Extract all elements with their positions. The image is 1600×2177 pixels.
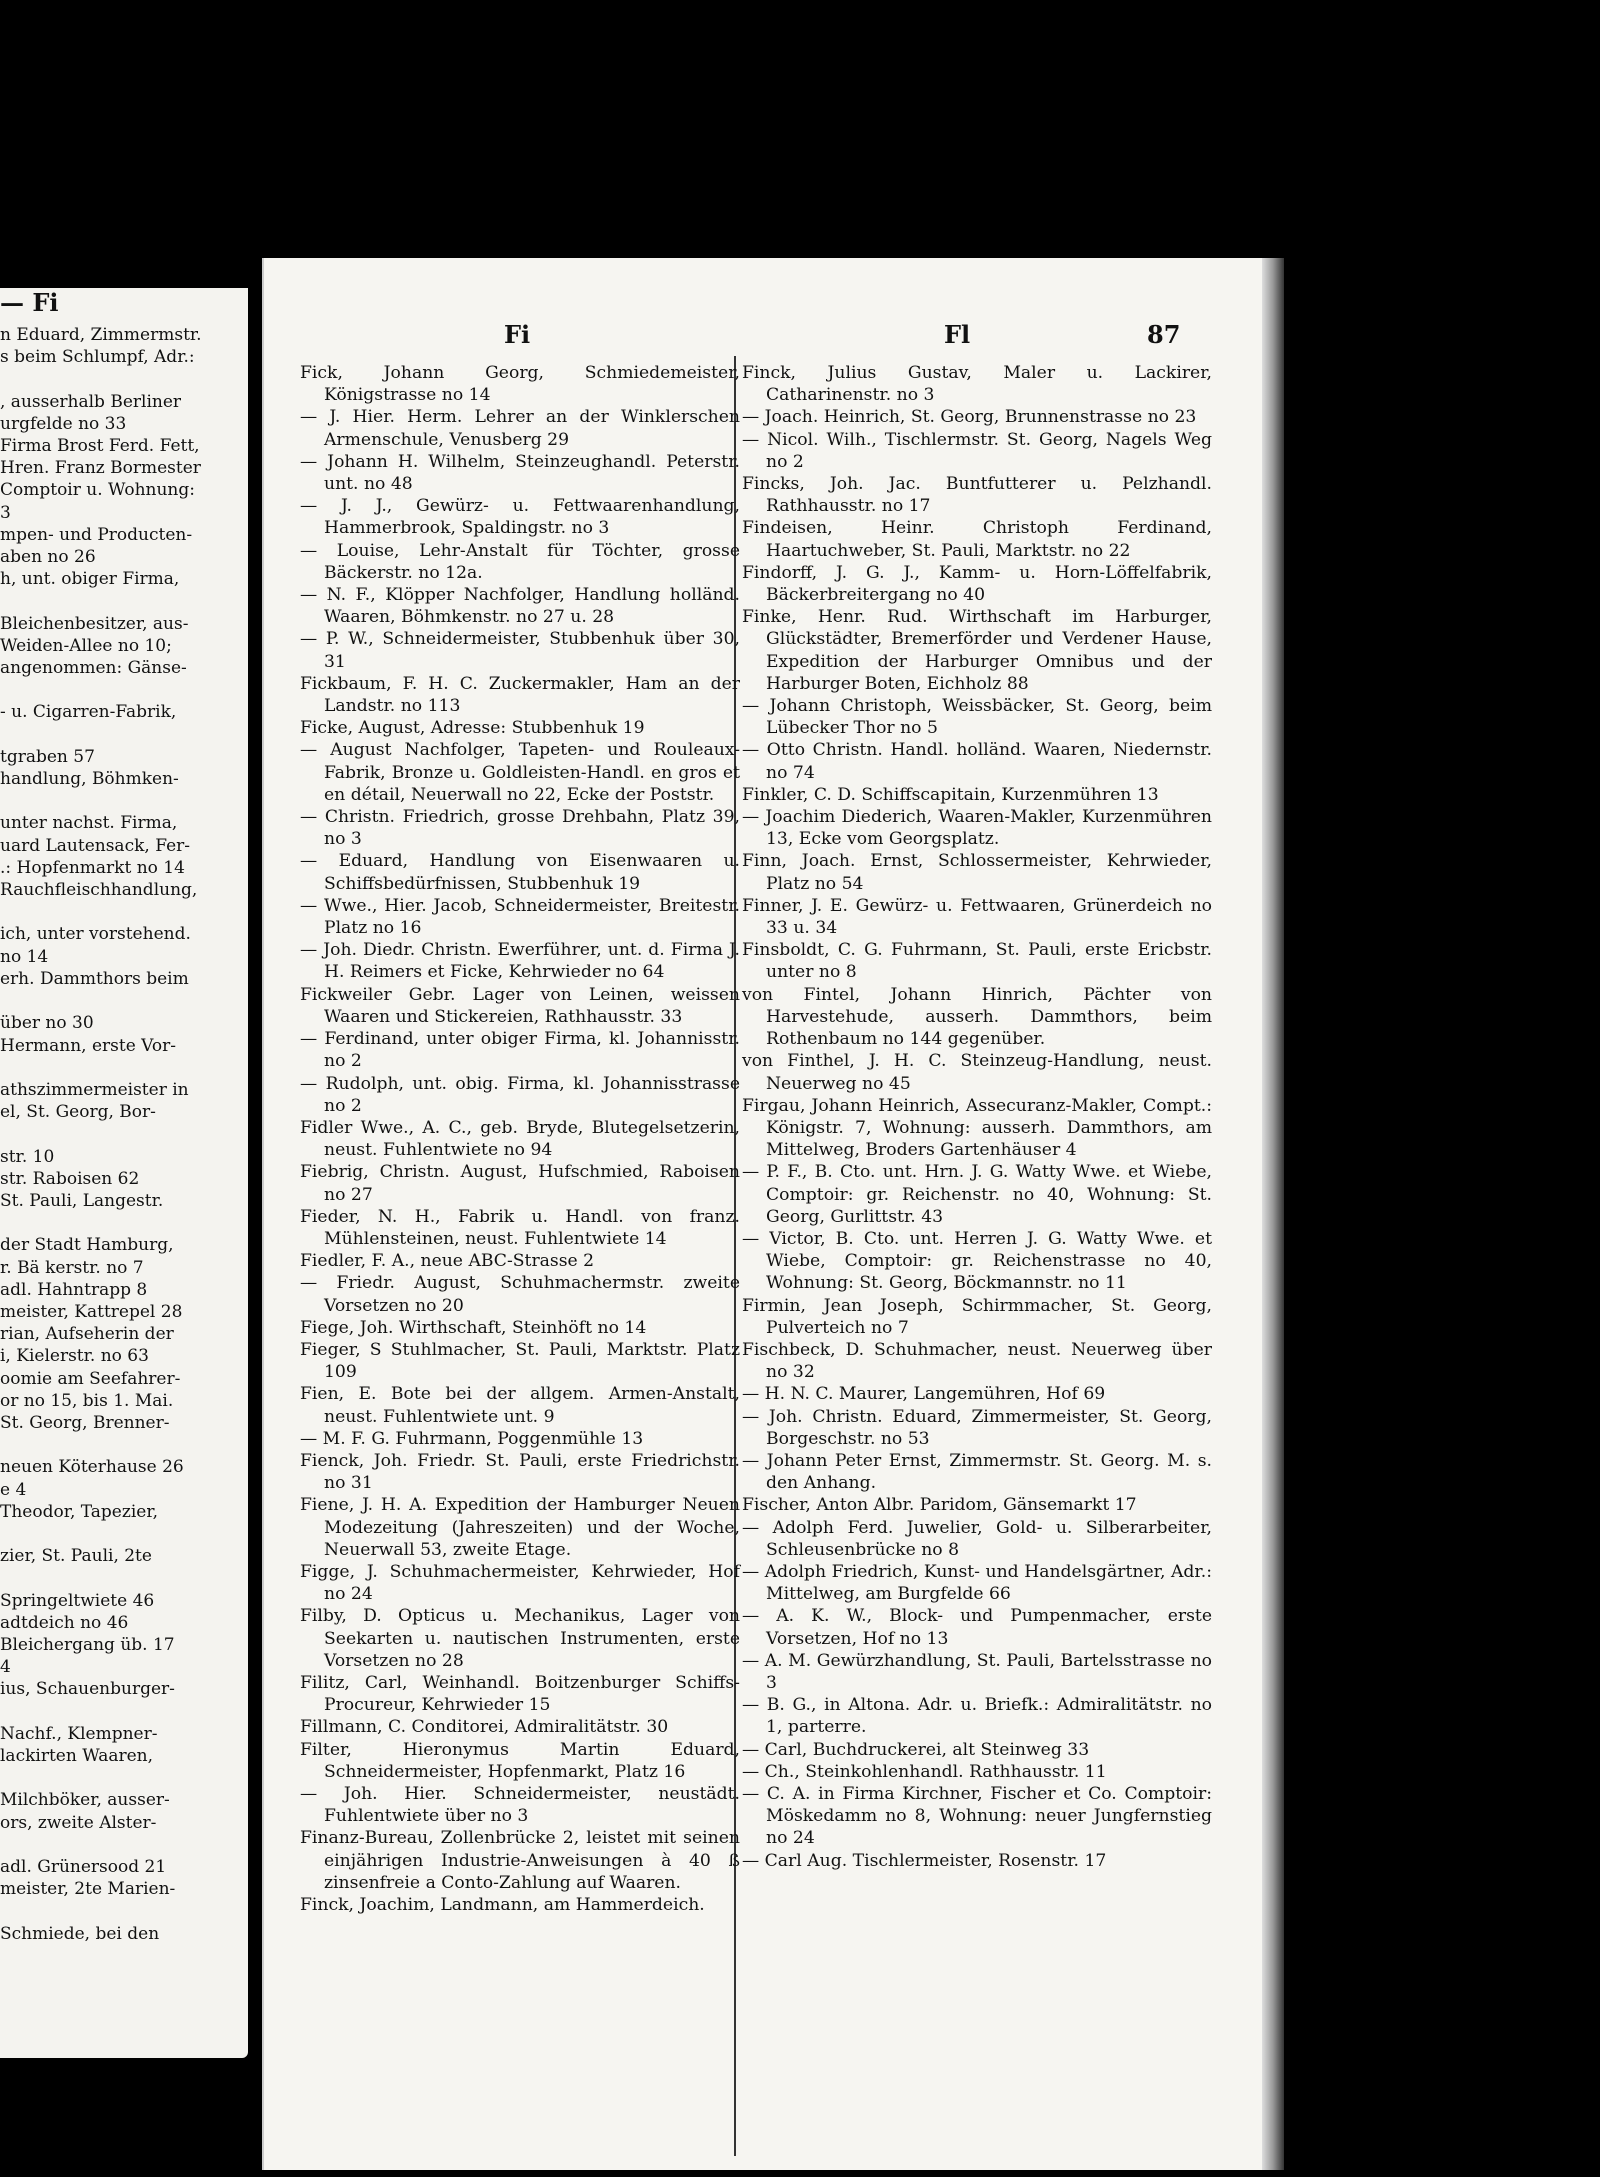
left-page-line: mpen- und Producten-: [0, 524, 193, 545]
left-page-line: n Eduard, Zimmermstr.: [0, 325, 202, 345]
directory-entry: von Finthel, J. H. C. Steinzeug-Handlung, neust. Neuerweg no 45: [742, 1051, 1212, 1094]
left-page-line: urgfelde no 33: [0, 413, 127, 434]
directory-entry: Filby, D. Opticus u. Mechanikus, Lager von Seekarten u. nautischen Instrumenten, erste Vorsetzen no 28: [300, 1606, 740, 1671]
left-page-line: handlung, Böhmken-: [0, 769, 179, 790]
directory-entry: Filter, Hieronymus Martin Eduard, Schneidermeister, Hopfenmarkt, Platz 16: [300, 1739, 740, 1782]
left-page-line: Rauchfleischhandlung,: [0, 880, 198, 901]
left-page-line: [0, 790, 236, 812]
directory-entry: Finanz-Bureau, Zollenbrücke 2, leistet mit seinen einjährigen Industrie-Anweisungen à 40 ß zinsenfreie a Conto-Zahlung auf Waaren.: [300, 1828, 740, 1893]
left-page-line: lackirten Waaren,: [0, 1746, 154, 1766]
left-page-line: e 4: [0, 1479, 27, 1500]
directory-entry: — Eduard, Handlung von Eisenwaaren u. Schiffsbedürfnissen, Stubbenhuk 19: [300, 851, 740, 894]
left-page-line: Nachf., Klempner-: [0, 1723, 158, 1744]
left-page-line: tgraben 57: [0, 746, 95, 767]
left-page-line: [0, 990, 236, 1012]
left-page-line: meister, Kattrepel 28: [0, 1301, 183, 1322]
directory-entry: — J. Hier. Herm. Lehrer an der Winklerschen Armenschule, Venusberg 29: [300, 407, 740, 450]
directory-entry: Findorff, J. G. J., Kamm- u. Horn-Löffelfabrik, Bäckerbreitergang no 40: [742, 562, 1212, 606]
directory-entry: — Carl Aug. Tischlermeister, Rosenstr. 17: [742, 1850, 1107, 1871]
left-page-line: meister, 2te Marien-: [0, 1879, 176, 1900]
directory-entry: Firmin, Jean Joseph, Schirmmacher, St. Georg, Pulverteich no 7: [742, 1295, 1212, 1338]
page-header: [264, 320, 1279, 350]
left-page-line: Schmiede, bei den: [0, 1923, 160, 1944]
left-page-line: 4: [0, 1657, 11, 1678]
directory-entry: Finn, Joach. Ernst, Schlossermeister, Kehrwieder, Platz no 54: [742, 851, 1212, 894]
left-page-line: el, St. Georg, Bor-: [0, 1102, 156, 1123]
directory-entry: — Adolph Ferd. Juwelier, Gold- u. Silberarbeiter, Schleusenbrücke no 8: [742, 1517, 1212, 1560]
directory-entry: Fieger, S Stuhlmacher, St. Pauli, Marktstr. Platz 109: [300, 1339, 740, 1383]
left-page-header: — Fi: [0, 288, 59, 317]
page-edge: [1262, 258, 1284, 2170]
directory-entry: Fickbaum, F. H. C. Zuckermakler, Ham an der Landstr. no 113: [300, 673, 740, 717]
directory-entry: Finke, Henr. Rud. Wirthschaft im Harburger, Glückstädter, Bremerförder und Verdener Hause, Expedition der Harburger Omnibus und der Harburger Boten, Eichholz 88: [742, 607, 1212, 694]
directory-entry: — P. F., B. Cto. unt. Hrn. J. G. Watty Wwe. et Wiebe, Comptoir: gr. Reichenstr. no 40, Wohnung: St. Georg, Gurlittstr. 43: [742, 1162, 1212, 1227]
left-page-line: ich, unter vorstehend.: [0, 924, 191, 945]
left-page-line: [0, 368, 236, 390]
left-column: [300, 362, 740, 1916]
left-page-line: [0, 590, 236, 612]
left-page-text-column: [0, 324, 236, 1945]
left-page-line: ius, Schauenburger-: [0, 1679, 175, 1700]
left-page-line: rian, Aufseherin der: [0, 1324, 174, 1345]
left-page-line: [0, 1123, 236, 1145]
directory-entry: — Joh. Hier. Schneidermeister, neustädt. Fuhlentwiete über no 3: [300, 1784, 740, 1827]
directory-entry: — J. J., Gewürz- u. Fettwaarenhandlung, Hammerbrook, Spaldingstr. no 3: [300, 496, 740, 539]
left-page-line: r. Bä kerstr. no 7: [0, 1257, 144, 1278]
directory-entry: — Rudolph, unt. obig. Firma, kl. Johannisstrasse no 2: [300, 1073, 740, 1116]
directory-entry: Finck, Joachim, Landmann, am Hammerdeich.: [300, 1895, 705, 1916]
left-page-line: adl. Grünersood 21: [0, 1857, 167, 1878]
left-page-line: , ausserhalb Berliner: [0, 391, 182, 412]
directory-entry: — C. A. in Firma Kirchner, Fischer et Co. Comptoir: Möskedamm no 8, Wohnung: neuer Jungfernstieg no 24: [742, 1784, 1212, 1849]
left-page-line: aben no 26: [0, 547, 96, 568]
directory-entry: Fiege, Joh. Wirthschaft, Steinhöft no 14: [300, 1317, 647, 1338]
left-page-line: über no 30: [0, 1013, 94, 1034]
header-left-guideword: Fi: [504, 320, 531, 349]
directory-entry: Figge, J. Schuhmachermeister, Kehrwieder, Hof no 24: [300, 1561, 740, 1605]
directory-entry: — Joh. Christn. Eduard, Zimmermeister, St. Georg, Borgeschstr. no 53: [742, 1406, 1212, 1449]
directory-entry: Finck, Julius Gustav, Maler u. Lackirer, Catharinenstr. no 3: [742, 363, 1212, 406]
left-page-line: St. Georg, Brenner-: [0, 1412, 170, 1433]
header-center-guideword: Fl: [944, 320, 971, 349]
directory-entry: — Adolph Friedrich, Kunst- und Handelsgärtner, Adr.: Mittelweg, am Burgfelde 66: [742, 1561, 1212, 1605]
left-page-line: Milchböker, ausser-: [0, 1790, 170, 1811]
left-page-line: St. Pauli, Langestr.: [0, 1190, 164, 1211]
left-page-line: [0, 1523, 236, 1545]
directory-entry: Fieder, N. H., Fabrik u. Handl. von franz. Mühlensteinen, neust. Fuhlentwiete 14: [300, 1206, 740, 1249]
right-page: [262, 258, 1279, 2170]
left-page-line: neuen Köterhause 26: [0, 1457, 184, 1478]
left-page-line: [0, 724, 236, 746]
left-page-line: adl. Hahntrapp 8: [0, 1279, 148, 1300]
directory-entry: — A. K. W., Block- und Pumpenmacher, erste Vorsetzen, Hof no 13: [742, 1606, 1212, 1649]
directory-entry: Fidler Wwe., A. C., geb. Bryde, Blutegelsetzerin, neust. Fuhlentwiete no 94: [300, 1117, 740, 1161]
left-page-line: Comptoir u. Wohnung:: [0, 480, 195, 501]
directory-entry: — Otto Christn. Handl. holländ. Waaren, Niedernstr. no 74: [742, 740, 1212, 783]
directory-entry: — Ch., Steinkohlenhandl. Rathhausstr. 11: [742, 1761, 1107, 1782]
left-page-line: der Stadt Hamburg,: [0, 1235, 174, 1256]
directory-entry: — Johann H. Wilhelm, Steinzeughandl. Peterstr. unt. no 48: [300, 451, 740, 495]
left-page-line: [0, 1434, 236, 1456]
directory-entry: — A. M. Gewürzhandlung, St. Pauli, Bartelsstrasse no 3: [742, 1650, 1212, 1693]
left-page-line: [0, 1900, 236, 1922]
directory-entry: Fiene, J. H. A. Expedition der Hamburger Neuen Modezeitung (Jahreszeiten) und der Woche, Neuerwall 53, zweite Etage.: [300, 1495, 740, 1560]
directory-entry: — Johann Christoph, Weissbäcker, St. Georg, beim Lübecker Thor no 5: [742, 696, 1212, 739]
left-page-line: [0, 901, 236, 923]
directory-entry: — Carl, Buchdruckerei, alt Steinweg 33: [742, 1739, 1090, 1760]
left-page-line: adtdeich no 46: [0, 1612, 129, 1633]
directory-entry: von Fintel, Johann Hinrich, Pächter von Harvestehude, ausserh. Dammthors, beim Rothenbaum no 144 gegenüber.: [742, 984, 1212, 1050]
left-page-line: ors, zweite Alster-: [0, 1812, 157, 1833]
directory-entry: Findeisen, Heinr. Christoph Ferdinand, Haartuchweber, St. Pauli, Marktstr. no 22: [742, 518, 1212, 561]
left-page-line: h, unt. obiger Firma,: [0, 569, 180, 590]
left-page-line: uard Lautensack, Fer-: [0, 835, 190, 856]
directory-entry: — August Nachfolger, Tapeten- und Rouleaux-Fabrik, Bronze u. Goldleisten-Handl. en gros et en détail, Neuerwall no 22, Ecke der Poststr.: [300, 740, 740, 805]
directory-entry: Fischer, Anton Albr. Paridom, Gänsemarkt 17: [742, 1495, 1137, 1516]
left-page-line: Bleichenbesitzer, aus-: [0, 613, 189, 634]
left-page-line: Weiden-Allee no 10;: [0, 635, 172, 656]
directory-entry: — B. G., in Altona. Adr. u. Briefk.: Admiralitätstr. no 1, parterre.: [742, 1695, 1212, 1738]
directory-entry: — Christn. Friedrich, grosse Drehbahn, Platz 39, no 3: [300, 807, 740, 850]
directory-entry: — Johann Peter Ernst, Zimmermstr. St. Georg. M. s. den Anhang.: [742, 1450, 1212, 1494]
left-page-line: unter nachst. Firma,: [0, 813, 178, 834]
left-page-line: athszimmermeister in: [0, 1079, 189, 1100]
directory-entry: Fischbeck, D. Schuhmacher, neust. Neuerweg über no 32: [742, 1339, 1212, 1383]
left-page-line: zier, St. Pauli, 2te: [0, 1546, 152, 1567]
left-page-line: i, Kielerstr. no 63: [0, 1346, 149, 1367]
directory-entry: — Joachim Diederich, Waaren-Makler, Kurzenmühren 13, Ecke vom Georgsplatz.: [742, 807, 1212, 850]
left-page-line: [0, 679, 236, 701]
right-column: [742, 362, 1212, 1872]
directory-entry: Fiedler, F. A., neue ABC-Strasse 2: [300, 1251, 595, 1272]
left-page-line: no 14: [0, 946, 49, 967]
left-page-line: [0, 1767, 236, 1789]
left-page-line: angenommen: Gänse-: [0, 658, 187, 679]
directory-entry: Filitz, Carl, Weinhandl. Boitzenburger Schiffs-Procureur, Kehrwieder 15: [300, 1672, 740, 1716]
directory-entry: Finsboldt, C. G. Fuhrmann, St. Pauli, erste Ericbstr. unter no 8: [742, 940, 1212, 983]
left-page-line: .: Hopfenmarkt no 14: [0, 857, 185, 878]
directory-entry: — Joh. Diedr. Christn. Ewerführer, unt. d. Firma J. H. Reimers et Ficke, Kehrwieder no 64: [300, 940, 740, 983]
left-page-line: s beim Schlumpf, Adr.:: [0, 347, 195, 368]
directory-entry: Fincks, Joh. Jac. Buntfutterer u. Pelzhandl. Rathhausstr. no 17: [742, 474, 1212, 517]
directory-entry: Fienck, Joh. Friedr. St. Pauli, erste Friedrichstr. no 31: [300, 1450, 740, 1494]
directory-entry: — H. N. C. Maurer, Langemühren, Hof 69: [742, 1384, 1106, 1405]
page-number: 87: [1147, 320, 1181, 349]
left-page-line: 3: [0, 502, 11, 523]
directory-entry: — Joach. Heinrich, St. Georg, Brunnenstrasse no 23: [742, 407, 1197, 428]
directory-entry: Fiebrig, Christn. August, Hufschmied, Raboisen no 27: [300, 1162, 740, 1205]
directory-entry: — M. F. G. Fuhrmann, Poggenmühle 13: [300, 1428, 644, 1449]
left-page: [0, 288, 248, 2058]
directory-entry: — Louise, Lehr-Anstalt für Töchter, grosse Bäckerstr. no 12a.: [300, 540, 740, 583]
left-page-line: Bleichergang üb. 17: [0, 1634, 175, 1655]
left-page-line: Theodor, Tapezier,: [0, 1501, 158, 1522]
directory-entry: — N. F., Klöpper Nachfolger, Handlung holländ. Waaren, Böhmkenstr. no 27 u. 28: [300, 585, 740, 628]
directory-entry: — Friedr. August, Schuhmachermstr. zweite Vorsetzen no 20: [300, 1273, 740, 1316]
directory-entry: — Wwe., Hier. Jacob, Schneidermeister, Breitestr. Platz no 16: [300, 895, 740, 939]
directory-entry: Ficke, August, Adresse: Stubbenhuk 19: [300, 718, 645, 739]
directory-entry: — Nicol. Wilh., Tischlermstr. St. Georg, Nagels Weg no 2: [742, 429, 1212, 472]
left-page-line: Hermann, erste Vor-: [0, 1035, 177, 1056]
left-page-line: [0, 1834, 236, 1856]
left-page-line: oomie am Seefahrer-: [0, 1368, 181, 1389]
left-page-line: [0, 1212, 236, 1234]
left-page-line: str. Raboisen 62: [0, 1168, 140, 1189]
directory-entry: — Ferdinand, unter obiger Firma, kl. Johannisstr. no 2: [300, 1029, 740, 1072]
directory-entry: Fillmann, C. Conditorei, Admiralitätstr. 30: [300, 1717, 669, 1738]
left-page-line: Firma Brost Ferd. Fett,: [0, 436, 200, 457]
directory-entry: Finner, J. E. Gewürz- u. Fettwaaren, Grünerdeich no 33 u. 34: [742, 895, 1212, 939]
left-page-line: Hren. Franz Bormester: [0, 458, 201, 479]
left-page-line: [0, 1057, 236, 1079]
left-page-line: or no 15, bis 1. Mai.: [0, 1390, 174, 1411]
left-page-line: Springeltwiete 46: [0, 1590, 155, 1611]
left-page-line: [0, 1701, 236, 1723]
left-page-line: str. 10: [0, 1146, 55, 1167]
directory-entry: Fick, Johann Georg, Schmiedemeister, Königstrasse no 14: [300, 363, 740, 406]
left-page-line: [0, 1567, 236, 1589]
directory-entry: Finkler, C. D. Schiffscapitain, Kurzenmühren 13: [742, 784, 1159, 805]
directory-entry: Fien, E. Bote bei der allgem. Armen-Anstalt, neust. Fuhlentwiete unt. 9: [300, 1384, 740, 1427]
directory-entry: Fickweiler Gebr. Lager von Leinen, weissen Waaren und Stickereien, Rathhausstr. 33: [300, 984, 740, 1027]
left-page-line: - u. Cigarren-Fabrik,: [0, 702, 177, 723]
directory-entry: — Victor, B. Cto. unt. Herren J. G. Watty Wwe. et Wiebe, Comptoir: gr. Reichenstrasse no 40, Wohnung: St. Georg, Böckmannstr. no 11: [742, 1228, 1212, 1294]
directory-entry: Firgau, Johann Heinrich, Assecuranz-Makler, Compt.: Königstr. 7, Wohnung: ausserh. Dammthors, am Mittelweg, Broders Gartenhäuser 4: [742, 1095, 1212, 1161]
left-page-line: erh. Dammthors beim: [0, 968, 189, 989]
directory-entry: — P. W., Schneidermeister, Stubbenhuk über 30, 31: [300, 629, 740, 672]
